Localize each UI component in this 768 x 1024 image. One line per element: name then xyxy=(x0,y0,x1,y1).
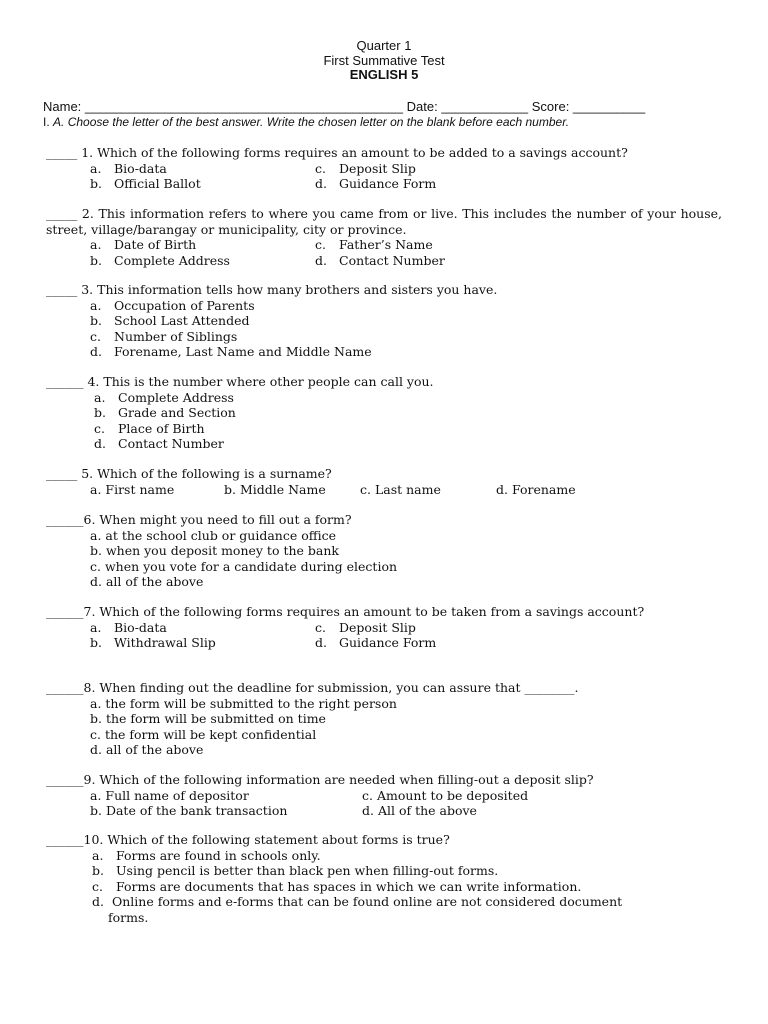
option-b: b. Withdrawal Slip xyxy=(90,635,216,650)
question-stem: ______10. Which of the following statement about forms is true? xyxy=(46,832,450,847)
option-c: c. Father’s Name xyxy=(315,237,433,252)
option-b: b. Official Ballot xyxy=(90,176,201,191)
option-c: c. Number of Siblings xyxy=(90,328,238,344)
score-field[interactable]: Score: __________ xyxy=(531,99,646,114)
option-b: b. Date of the bank transaction xyxy=(90,803,288,818)
option-d: d. Guidance Form xyxy=(315,635,437,650)
option-a: a. Complete Address xyxy=(94,389,234,405)
option-b: b. when you deposit money to the bank xyxy=(90,543,339,558)
question-9 xyxy=(46,772,722,819)
quarter-label: Quarter 1 xyxy=(356,38,412,53)
option-c: c. Last name xyxy=(360,481,441,497)
question-4 xyxy=(46,374,722,452)
date-field[interactable]: Date: ____________ xyxy=(406,99,529,114)
instructions xyxy=(43,115,723,129)
question-7 xyxy=(46,604,722,651)
option-b: b. Complete Address xyxy=(90,252,230,268)
option-d: d. all of the above xyxy=(90,574,204,589)
question-8 xyxy=(46,680,722,758)
option-b: b. Middle Name xyxy=(224,481,326,497)
option-c: c. when you vote for a candidate during election xyxy=(90,558,398,574)
option-a: a. First name xyxy=(90,481,175,497)
option-b: b. School Last Attended xyxy=(90,313,250,328)
option-a: a. Occupation of Parents xyxy=(90,297,255,313)
option-a: a. Bio-data xyxy=(90,160,167,176)
instruction-text: A. Choose the letter of the best answer. Write the chosen letter on the blank before each number. xyxy=(53,115,570,129)
option-c: c. Deposit Slip xyxy=(315,160,416,176)
question-2 xyxy=(46,206,722,268)
question-6 xyxy=(46,512,722,590)
option-a: a. Bio-data xyxy=(90,619,167,635)
instruction-prefix: I. xyxy=(43,115,54,129)
option-b: b. Using pencil is better than black pen when filling-out forms. xyxy=(92,863,499,878)
question-stem: ______9. Which of the following information are needed when filling-out a deposit slip? xyxy=(46,772,594,787)
question-stem: _____ 5. Which of the following is a surname? xyxy=(46,466,332,481)
option-a: a. at the school club or guidance office xyxy=(90,527,337,543)
subject-title: ENGLISH 5 xyxy=(349,67,419,82)
option-a: a. Date of Birth xyxy=(90,237,197,252)
question-5 xyxy=(46,466,722,497)
question-stem: ______6. When might you need to fill out a form? xyxy=(46,512,352,527)
option-c: c. Deposit Slip xyxy=(315,619,416,635)
test-title: First Summative Test xyxy=(323,52,445,68)
question-stem: ______8. When finding out the deadline for submission, you can assure that ________. xyxy=(46,680,579,695)
option-d: d. all of the above xyxy=(90,742,204,757)
question-stem: ______ 4. This is the number where other people can call you. xyxy=(46,374,434,389)
question-10 xyxy=(46,832,722,925)
option-d: d. Forename, Last Name and Middle Name xyxy=(90,344,372,359)
option-c: c. Amount to be deposited xyxy=(362,787,529,803)
option-c: c. Forms are documents that has spaces in which we can write information. xyxy=(92,878,582,894)
option-d: d. All of the above xyxy=(362,803,477,818)
option-d-continuation: forms. xyxy=(108,909,149,925)
question-stem: _____ 2. This information refers to where you came from or live. This includes the number of your house, street, village/barangay or municipality, city or province. xyxy=(46,206,722,237)
question-stem: _____ 3. This information tells how many brothers and sisters you have. xyxy=(46,282,498,297)
option-b: b. Grade and Section xyxy=(94,405,236,420)
option-b: b. the form will be submitted on time xyxy=(90,711,326,726)
option-d: d. Contact Number xyxy=(315,252,445,268)
question-stem: _____ 1. Which of the following forms requires an amount to be added to a savings account? xyxy=(46,145,628,160)
option-d: d. Guidance Form xyxy=(315,176,437,191)
question-stem: ______7. Which of the following forms requires an amount to be taken from a savings account? xyxy=(46,604,645,619)
option-c: c. the form will be kept confidential xyxy=(90,726,317,742)
option-a: a. the form will be submitted to the right person xyxy=(90,695,397,711)
option-d: d. Forename xyxy=(496,481,576,497)
name-field[interactable]: Name: ____________________________________________ xyxy=(43,99,404,114)
option-d: d. Online forms and e-forms that can be found online are not considered document xyxy=(92,894,623,909)
test-header xyxy=(0,39,768,83)
option-a: a. Full name of depositor xyxy=(90,787,249,803)
option-d: d. Contact Number xyxy=(94,436,224,451)
question-3 xyxy=(46,282,722,360)
name-date-score-row xyxy=(43,99,723,114)
option-c: c. Place of Birth xyxy=(94,420,205,436)
question-1 xyxy=(46,145,722,192)
option-a: a. Forms are found in schools only. xyxy=(92,847,321,863)
